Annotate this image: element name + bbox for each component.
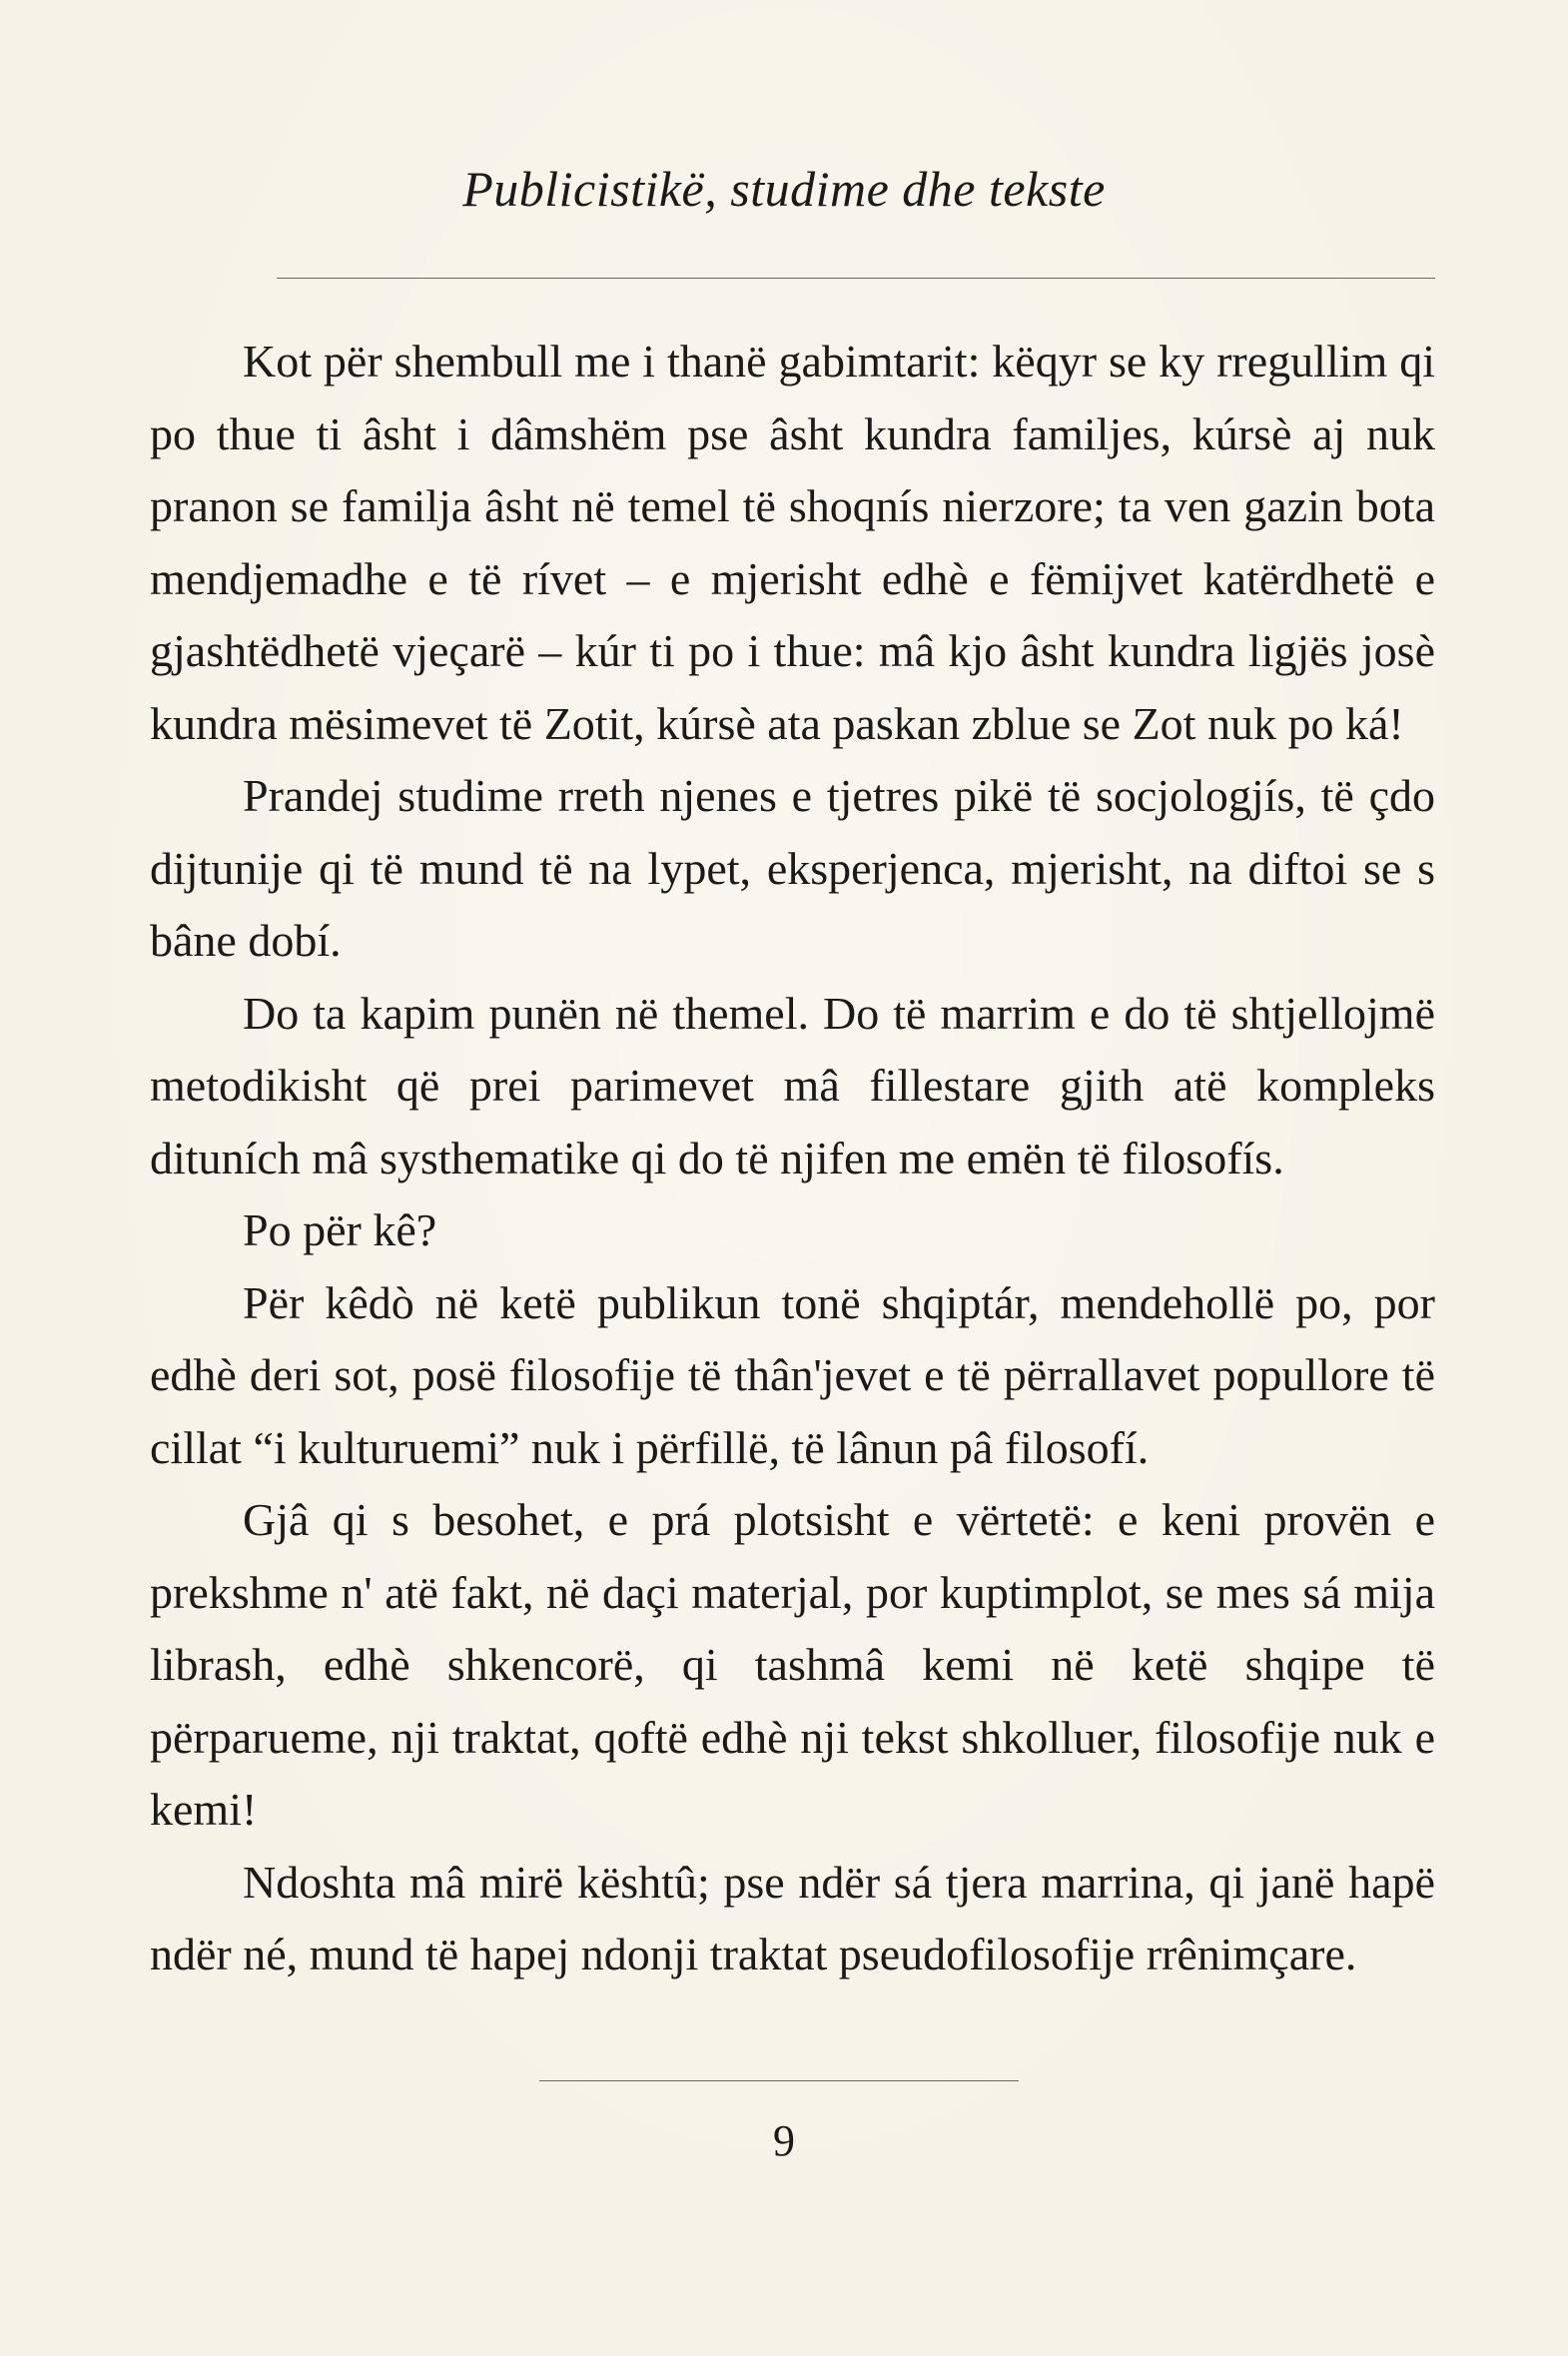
running-header-title: Publicistikë, studime dhe tekste [462,161,1106,217]
page-number: 9 [773,2116,795,2165]
paragraph-5: Për kêdò në ketë publikun tonë shqiptár, mendehollë po, por edhè deri sot, posë filosofije të thân'jevet e të përrallavet popullore të cillat “i kulturuemi” nuk i përfillë, të lânun pâ filosofí. [150,1276,1435,1473]
paragraph-1: Kot për shembull me i thanë gabimtarit: këqyr se ky rregullim qi po thue ti âsht i dâmshëm pse âsht kundra familjes, kúrsè aj nuk pranon se familja âsht në temel të shoqnís nierzore; ta ven gazin bota mendjemadhe e të rívet – e mjerisht edhè e fëmijvet katërdhetë e gjashtëdhetë vjeçarë – kúr ti po i thue: mâ kjo âsht kundra ligjës josè kundra mësimevet të Zotit, kúrsè ata paskan zblue se Zot nuk po ká! [150,336,1435,749]
footer-divider [539,2080,1019,2081]
body-text [150,326,1435,1991]
paragraph-7: Ndoshta mâ mirë kështû; pse ndër sá tjera marrina, qi janë hapë ndër né, mund të hapej ndonji traktat pseudofilosofije rrênimçare. [150,1856,1435,1979]
paragraph-3: Do ta kapim punën në themel. Do të marrim e do të shtjellojmë metodikisht që prei parimevet mâ fillestare gjith atë kompleks dituních mâ systhematike qi do të njifen me emën të filosofís. [150,987,1435,1183]
paragraph-4: Po për kê? [243,1204,437,1255]
header-divider [277,278,1435,279]
paragraph-6: Gjâ qi s besohet, e prá plotsisht e vërtetë: e keni provën e prekshme n' atë fakt, në daçi materjal, por kuptimplot, se mes sá mija librash, edhè shkencorë, qi tashmâ kemi në ketë shqipe të përparueme, nji traktat, qoftë edhè nji tekst shkolluer, filosofije nuk e kemi! [150,1494,1435,1835]
paragraph-2: Prandej studime rreth njenes e tjetres pikë të socjologjís, të çdo dijtunije qi të mund të na lypet, eksperjenca, mjerisht, na diftoi se s bâne dobí. [150,770,1435,966]
